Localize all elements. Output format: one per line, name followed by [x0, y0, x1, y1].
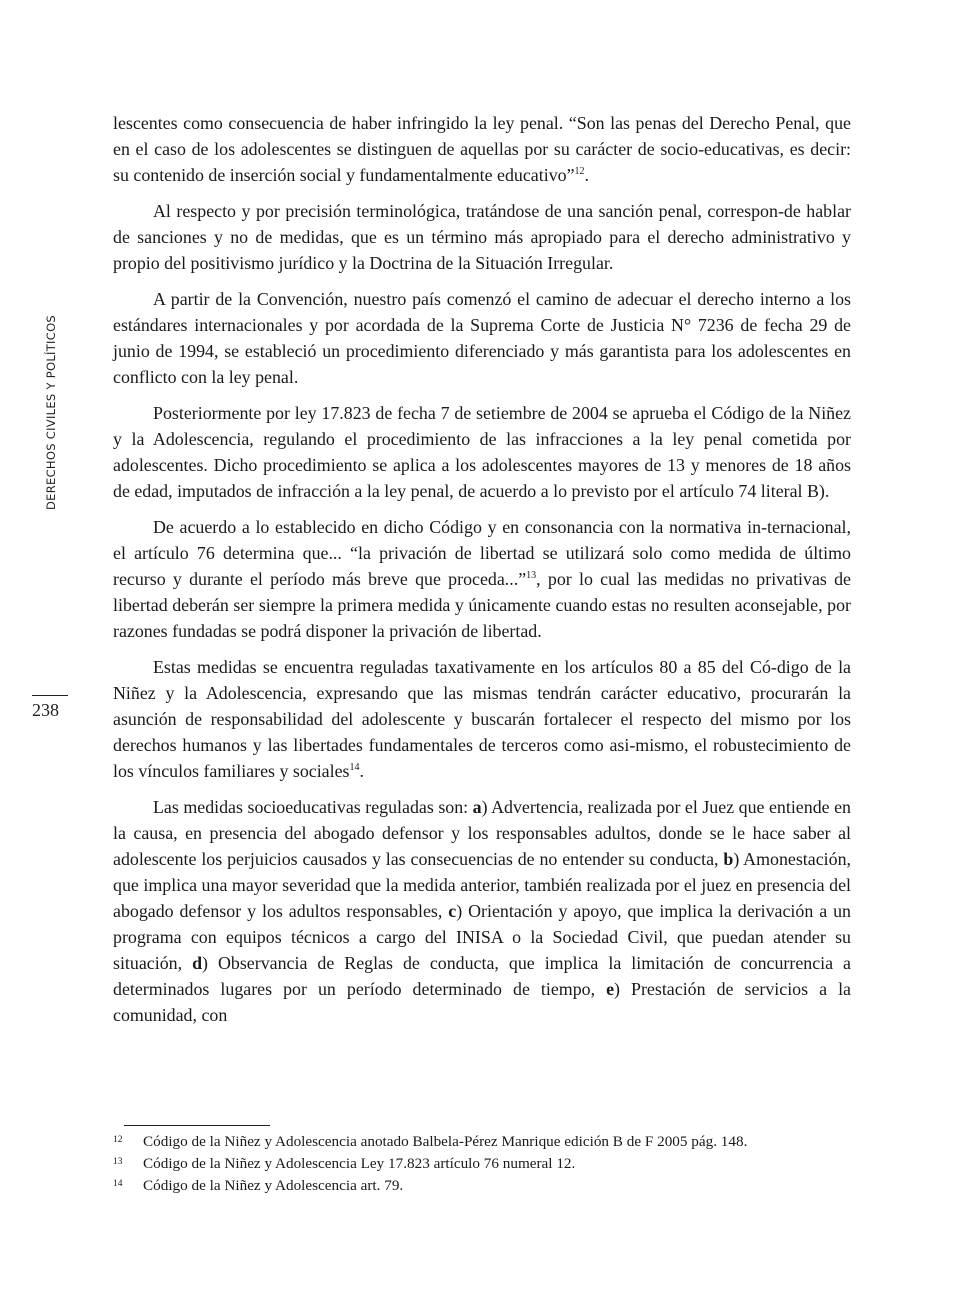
paragraph-6-text: Estas medidas se encuentra reguladas taxativamente en los artículos 80 a 85 del Có-digo de la Niñez y la Adolescencia, expresando que las mismas tendrán carácter educativo, procurarán la asunción de responsabilidad del adolescente y buscarán fortalecer el respecto del mismo por los derechos humanos y las libertades fundamentales de terceros como asi-mismo, el robustecimiento de los vínculos familiares y sociales: [113, 657, 851, 781]
paragraph-1-tail: .: [584, 165, 590, 185]
footnote-12: [113, 1131, 853, 1153]
footnote-14: [113, 1175, 853, 1197]
paragraph-7-seg-5: ) Observancia de Reglas de conducta, que implica la limitación de concurrencia a determinados lugares por un período determinado de tiempo,: [113, 953, 851, 999]
list-letter-b: b: [723, 849, 734, 869]
paragraph-4: Posteriormente por ley 17.823 de fecha 7 de setiembre de 2004 se aprueba el Código de la Niñez y la Adolescencia, regulando el procedimiento de las infracciones a la ley penal cometida por adolescentes. Dicho procedimiento se aplica a los adolescentes mayores de 13 y menores de 18 años de edad, imputados de infracción a la ley penal, de acuerdo a lo previsto por el artículo 74 literal B).: [113, 403, 851, 501]
list-letter-c: c: [448, 901, 457, 921]
paragraph-7-seg-1: Las medidas socioeducativas reguladas son:: [153, 797, 473, 817]
paragraph-7: [113, 794, 851, 1028]
page-number-rule: [32, 695, 68, 696]
footnote-number: 12: [113, 1135, 123, 1145]
list-letter-e: e: [606, 979, 615, 999]
paragraph-2: Al respecto y por precisión terminológica, tratándose de una sanción penal, correspon-de hablar de sanciones y no de medidas, que es un término más apropiado para el derecho administrativo y propio del positivismo jurídico y la Doctrina de la Situación Irregular.: [113, 201, 851, 273]
paragraph-7-seg-6: ) Prestación de servicios a la comunidad, con: [113, 979, 851, 1025]
paragraph-6: [113, 654, 851, 784]
paragraph-1-text: lescentes como consecuencia de haber infringido la ley penal. “Son las penas del Derecho Penal, que en el caso de los adolescentes se distinguen de aquellas por su carácter de socio-educativas, es decir: su contenido de inserción social y fundamentalmente educativo”: [113, 113, 851, 185]
footnotes: [113, 1131, 853, 1197]
footnote-ref-14: 14: [349, 762, 360, 774]
paragraph-7-seg-3: ) Amonestación, que implica una mayor severidad que la medida anterior, también realizada por el juez en presencia del abogado defensor y los adultos responsables,: [113, 849, 851, 921]
footnote-13: [113, 1153, 853, 1175]
paragraph-1: [113, 110, 851, 188]
paragraph-5-text: De acuerdo a lo establecido en dicho Código y en consonancia con la normativa in-ternacional, el artículo 76 determina que... “la privación de libertad se utilizará solo como medida de último recurso y durante el período más breve que proceda...”: [113, 517, 851, 589]
paragraph-5: [113, 514, 851, 644]
footnote-separator: [124, 1125, 270, 1126]
paragraph-7-seg-2: ) Advertencia, realizada por el Juez que entiende en la causa, en presencia del abogado defensor y los responsables adultos, donde se le hace saber al adolescente los perjuicios causados y las consecuencias de no entender su conducta,: [113, 797, 851, 869]
footnote-ref-13: 13: [526, 570, 537, 582]
paragraph-7-seg-4: ) Orientación y apoyo, que implica la derivación a un programa con equipos técnicos a cargo del INISA o la Sociedad Civil, que puedan atender su situación,: [113, 901, 851, 973]
list-letter-a: a: [472, 797, 482, 817]
footnote-text: Código de la Niñez y Adolescencia Ley 17.823 artículo 76 numeral 12.: [143, 1155, 576, 1172]
body-text: [113, 110, 851, 1038]
list-letter-d: d: [192, 953, 203, 973]
paragraph-6-tail: .: [359, 761, 364, 781]
footnote-text: Código de la Niñez y Adolescencia anotado Balbela-Pérez Manrique edición B de F 2005 pág. 148.: [143, 1133, 748, 1150]
paragraph-3: A partir de la Convención, nuestro país comenzó el camino de adecuar el derecho interno a los estándares internacionales y por acordada de la Suprema Corte de Justicia N° 7236 de fecha 29 de junio de 1994, se estableció un procedimiento diferenciado y más garantista para los adolescentes en conflicto con la ley penal.: [113, 289, 851, 387]
footnote-number: 14: [113, 1179, 123, 1189]
running-header: DERECHOS CIVILES Y POLÍTICOS: [44, 314, 58, 510]
footnote-number: 13: [113, 1157, 123, 1167]
footnote-ref-12: 12: [574, 166, 585, 178]
footnote-text: Código de la Niñez y Adolescencia art. 79.: [143, 1177, 404, 1194]
page-number: 238: [32, 700, 59, 720]
paragraph-5-tail: , por lo cual las medidas no privativas de libertad deberán ser siempre la primera medida y únicamente cuando estas no resulten aconsejable, por razones fundadas se podrá disponer la privación de libertad.: [113, 569, 851, 641]
